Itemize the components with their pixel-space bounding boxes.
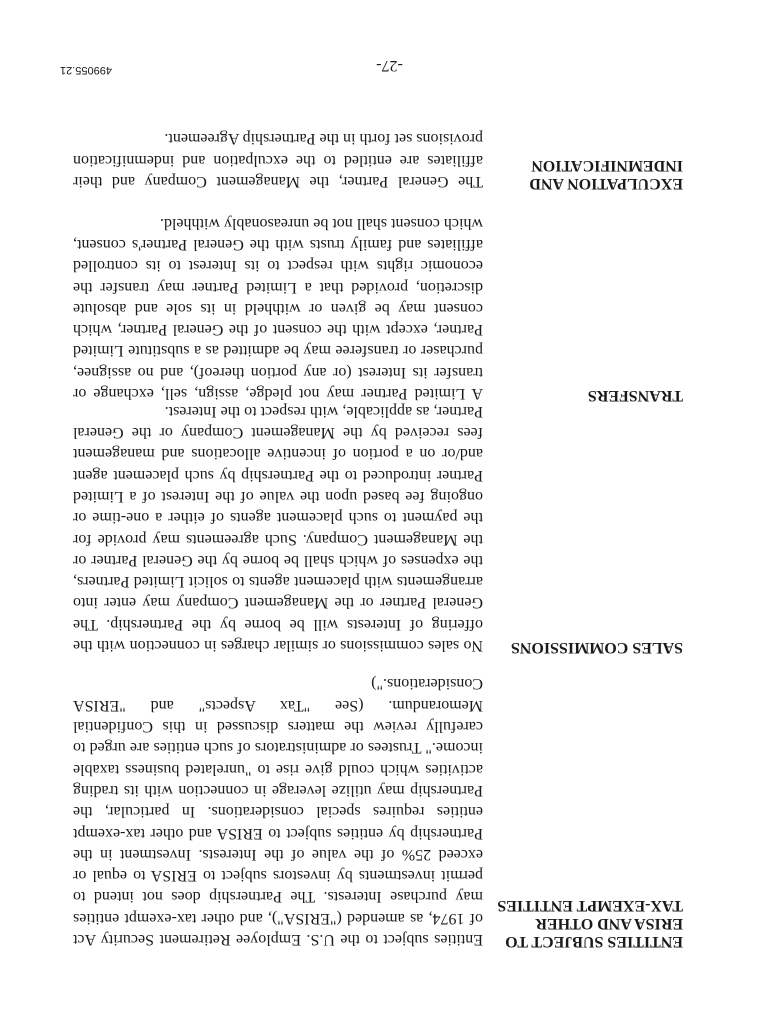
section-heading: SALES COMMISSIONS bbox=[510, 639, 683, 656]
section-body: The General Partner, the Management Company and their affiliates are entitled to the exculpation and indemnification provisions set forth in the Partnership Agreement. bbox=[73, 130, 483, 190]
section-body: A Limited Partner may not pledge, assign, sell, exchange or transfer its Interest (or any portion thereof), and no assignee, purchaser or transferee may be admitted as a substitute Limited Partner, except with the consent of the General Partner, which consent may be given or withheld in its sole and absolute discretion, provided that a Limited Partner may transfer the economic rights with respect to its Interest to its controlled affiliates and family trusts with the General Partner's consent, which consent shall not be unreasonably withheld. bbox=[73, 214, 483, 402]
section-body: Entities subject to the U.S. Employee Retirement Security Act of 1974, as amended ("ERISA"), and other tax-exempt entities may purchase Interests. The Partnership does not intend to permit investments by investors subject to ERISA to equal or exceed 25% of the value of the Interests. Investment in the Partnership by entities subject to ERISA and other tax-exempt entities requires special considerations. In particular, the Partnership may utilize leverage in connection with its trading activities which could give rise to "unrelated business taxable income." Trustees or administrators of such entities are urged to carefully review the matters discussed in this Confidential Memorandum. (See "Tax Aspects" and "ERISA Considerations.") bbox=[73, 675, 483, 948]
section-heading: EXCULPATION AND INDEMNIFICATION bbox=[529, 157, 683, 192]
section-heading: TRANSFERS bbox=[587, 387, 683, 404]
section-body: No sales commissions or similar charges in connection with the offering of Interests will be borne by the Partnership. The General Partner or the Management Company may enter into arrangements with placement agents to solicit Limited Partners, the expenses of which shall be borne by the General Partner or the Management Company. Such agreements may provide for the payment to such placement agents of either a one-time or ongoing fee based upon the value of the Interest of a Limited Partner introduced to the Partnership by such placement agent and/or on a portion of incentive allocations and management fees received by the Management Company or the General Partner, as applicable, with respect to the Interest. bbox=[73, 402, 483, 654]
document-id: 499055.21 bbox=[60, 64, 112, 76]
section-heading: ENTITIES SUBJECT TO ERISA AND OTHER TAX-EXEMPT ENTITIES bbox=[497, 897, 683, 950]
page-number: -27- bbox=[376, 57, 403, 74]
